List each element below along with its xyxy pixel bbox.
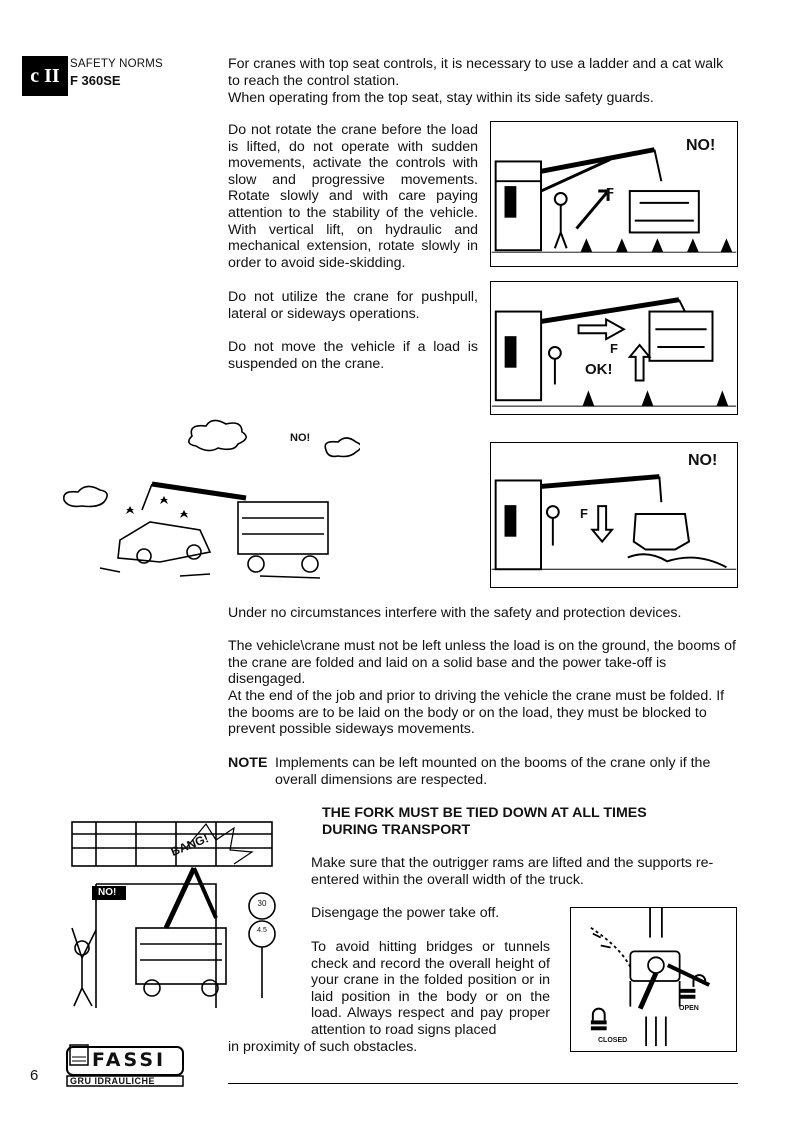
figure-valve <box>570 907 737 1052</box>
page-number: 6 <box>30 1067 39 1084</box>
footer-rule <box>228 1083 738 1084</box>
rotation-paragraph: Do not rotate the crane before the load is lifted, do not operate with sudden movements, activate the controls with slow and progressive movements. Rotate slowly and with care paying attention to the stability of the vehicle. With vertical lift, on hydraulic and mechanical extension, rotate slowly in order to avoid side-skidding. <box>228 122 478 271</box>
logo-brand: FASSI <box>92 1049 167 1071</box>
transport-title-line-1: THE FORK MUST BE TIED DOWN AT ALL TIMES <box>322 805 647 821</box>
crane-crash-illustration <box>60 418 360 586</box>
ptovalve-illustration <box>571 908 736 1051</box>
bridges-paragraph-tail: in proximity of such obstacles. <box>228 1039 418 1055</box>
cartoon-crane-crash <box>60 418 360 586</box>
intro-paragraph-1: For cranes with top seat controls, it is necessary to use a ladder and a cat walk to reach the control station. <box>228 56 724 89</box>
transport-title-line-2: DURING TRANSPORT <box>322 822 471 838</box>
logo-subtitle: GRU IDRAULICHE <box>70 1076 155 1086</box>
lock-closed-icon <box>591 1009 607 1031</box>
section-title: SAFETY NORMS <box>70 58 163 70</box>
folding-paragraph: At the end of the job and prior to driving the vehicle the crane must be folded. If the booms are to be laid on the body or on the load, they must be blocked to prevent possible sideways movements. <box>228 688 725 738</box>
note-label: NOTE <box>228 755 268 771</box>
model-name: F 360SE <box>70 73 121 88</box>
fig1-force-label: F <box>606 185 614 200</box>
power-takeoff-paragraph: Disengage the power take off. <box>311 905 500 921</box>
fig1-no-label: NO! <box>686 137 716 154</box>
intro-paragraph-2: When operating from the top seat, stay within its side safety guards. <box>228 90 654 106</box>
speed-sign-value: 30 <box>257 899 267 908</box>
bridges-paragraph: To avoid hitting bridges or tunnels check and record the overall height of your crane in the folded position or in laid position in the body or on the load. Always respect and pay proper attention to road signs placed <box>311 939 550 1038</box>
note-text: Implements can be left mounted on the booms of the crane only if the overall dimensions are respected. <box>275 755 711 788</box>
bang-label: BANG! <box>168 831 211 859</box>
section-badge: c II <box>22 56 68 96</box>
safety-devices-paragraph: Under no circumstances interfere with the safety and protection devices. <box>228 605 682 621</box>
fig2-force-label: F <box>610 341 618 356</box>
fig2-ok-label: OK! <box>585 361 613 378</box>
fig3-force-label: F <box>580 506 588 521</box>
fig3-no-label: NO! <box>688 452 718 469</box>
valve-open-label: OPEN <box>679 1005 699 1012</box>
tunnel-no-label: NO! <box>98 887 117 898</box>
pushpull-paragraph-1: Do not utilize the crane for pushpull, lateral or sideways operations. <box>228 289 478 322</box>
pushpull-paragraph-2: Do not move the vehicle if a load is suspended on the crane. <box>228 339 478 372</box>
leaving-vehicle-paragraph: The vehicle\crane must not be left unless the load is on the ground, the booms of the crane are folded and laid on a solid base and the power take-off is disengaged. <box>228 638 736 688</box>
valve-closed-label: CLOSED <box>598 1037 628 1044</box>
cartoon-no-label: NO! <box>290 432 311 444</box>
outrigger-paragraph: Make sure that the outrigger rams are lifted and the supports re-entered within the overall width of the truck. <box>311 855 714 888</box>
height-sign-value: 4.5 <box>257 927 267 934</box>
